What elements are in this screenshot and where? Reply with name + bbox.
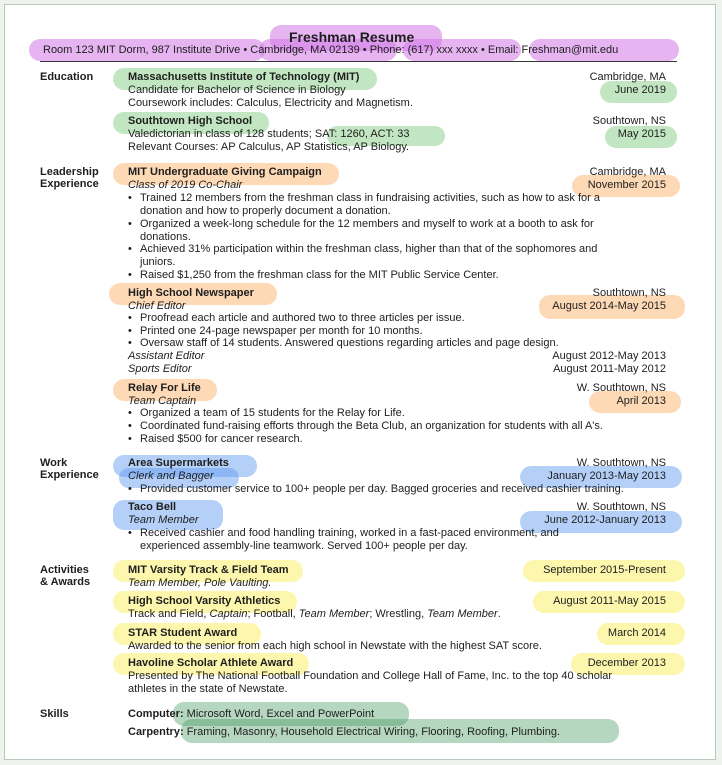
giving-bullet-cont: donations. <box>140 231 191 243</box>
relay-bullet-marker: • <box>128 433 132 445</box>
contact-phone: Phone: (617) xxx xxxx <box>369 44 478 56</box>
giving-bullet-marker: • <box>128 269 132 281</box>
star-name: STAR Student Award <box>128 627 238 639</box>
hs-location: Southtown, NS <box>592 115 666 127</box>
education-heading: Education <box>40 71 94 83</box>
contact-address: Room 123 MIT Dorm, 987 Institute Drive <box>43 44 241 56</box>
contact-separator: • <box>480 44 485 56</box>
mit-name: Massachusetts Institute of Technology (MIT) <box>128 71 360 83</box>
tacobell-bullet-marker: • <box>128 527 132 539</box>
track-name: MIT Varsity Track & Field Team <box>128 564 289 576</box>
hs-date: May 2015 <box>617 128 666 140</box>
giving-bullet-marker: • <box>128 218 132 230</box>
giving-location: Cambridge, MA <box>589 166 666 178</box>
athletics-date: August 2011-May 2015 <box>553 595 666 607</box>
mit-degree: Candidate for Bachelor of Science in Biology <box>128 84 346 96</box>
header-divider <box>40 61 677 62</box>
athletics-detail: Track and Field, Captain; Football, Team Member; Wrestling, Team Member. <box>128 608 501 620</box>
contact-separator: • <box>243 44 248 56</box>
hs-name: Southtown High School <box>128 115 253 127</box>
skills-computer-value: Microsoft Word, Excel and PowerPoint <box>186 708 375 720</box>
hs-valedictorian: Valedictorian in class of 128 students; SAT: 1260, ACT: 33 <box>128 128 410 140</box>
supermarkets-name: Area Supermarkets <box>128 457 229 469</box>
tacobell-role: Team Member <box>128 514 199 526</box>
newspaper-name: High School Newspaper <box>128 287 254 299</box>
relay-role: Team Captain <box>128 395 197 407</box>
star-date: March 2014 <box>607 627 666 639</box>
giving-name: MIT Undergraduate Giving Campaign <box>128 166 322 178</box>
havoline-date: December 2013 <box>587 657 666 669</box>
skills-carpentry-label: Carpentry: <box>128 726 184 738</box>
supermarkets-location: W. Southtown, NS <box>576 457 666 469</box>
supermarkets-bullet: Provided customer service to 100+ people per day. Bagged groceries and received cashier training. <box>140 483 624 495</box>
newspaper-bullet: Proofread each article and authored two to three articles per issue. <box>140 312 465 324</box>
newspaper-date: August 2014-May 2015 <box>552 300 666 312</box>
skills-carpentry-value: Framing, Masonry, Household Electrical Wiring, Flooring, Roofing, Plumbing. <box>186 726 561 738</box>
resume-page <box>4 4 716 760</box>
newspaper-date-sports: August 2011-May 2012 <box>553 363 666 375</box>
contact-city: Cambridge, MA 02139 <box>250 44 360 56</box>
star-detail: Awarded to the senior from each high school in Newstate with the highest SAT score. <box>128 640 542 652</box>
athletics-name: High School Varsity Athletics <box>128 595 281 607</box>
tacobell-date: June 2012-January 2013 <box>544 514 666 526</box>
skills-computer <box>128 708 374 720</box>
supermarkets-date: January 2013-May 2013 <box>547 470 666 482</box>
contact-separator: • <box>362 44 367 56</box>
work-heading: Work Experience <box>40 457 99 481</box>
giving-role: Class of 2019 Co-Chair <box>128 179 243 191</box>
supermarkets-role: Clerk and Bagger <box>128 470 214 482</box>
tacobell-location: W. Southtown, NS <box>576 501 666 513</box>
newspaper-bullet: Printed one 24-page newspaper per month for 10 months. <box>140 325 423 337</box>
hs-courses: Relevant Courses: AP Calculus, AP Statistics, AP Biology. <box>128 141 410 153</box>
giving-bullet: Organized a week-long schedule for the 12 members and myself to work at a booth to ask for <box>140 218 594 230</box>
giving-bullet: Achieved 31% participation within the freshman class, higher than that of the sophomores and <box>140 243 598 255</box>
newspaper-bullet: Oversaw staff of 14 students. Answered questions regarding articles and page design. <box>140 337 559 349</box>
track-detail: Team Member, Pole Vaulting. <box>128 577 272 589</box>
havoline-name: Havoline Scholar Athlete Award <box>128 657 294 669</box>
activities-heading: Activities & Awards <box>40 564 91 588</box>
resume-title: Freshman Resume <box>289 29 415 45</box>
mit-location: Cambridge, MA <box>589 71 666 83</box>
relay-name: Relay For Life <box>128 382 201 394</box>
newspaper-role: Chief Editor <box>128 300 186 312</box>
newspaper-bullet-marker: • <box>128 312 132 324</box>
havoline-detail: Presented by The National Football Foundation and College Hall of Fame, Inc. to the top 40 scholar <box>128 670 613 682</box>
newspaper-role-assistant: Assistant Editor <box>128 350 205 362</box>
giving-date: November 2015 <box>587 179 666 191</box>
tacobell-bullet: Received cashier and food handling training, worked in a fast-paced environment, and <box>140 527 559 539</box>
leadership-heading: Leadership Experience <box>40 166 99 190</box>
skills-computer-label: Computer: <box>128 708 184 720</box>
giving-bullet-cont: juniors. <box>140 256 176 268</box>
newspaper-bullet-marker: • <box>128 325 132 337</box>
relay-bullet-marker: • <box>128 420 132 432</box>
skills-heading: Skills <box>40 708 69 720</box>
relay-bullet: Raised $500 for cancer research. <box>140 433 303 445</box>
mit-date: June 2019 <box>614 84 666 96</box>
relay-bullet: Coordinated fund-raising efforts through the Beta Club, an organization for students with all A's. <box>140 420 603 432</box>
contact-email: Email: Freshman@mit.edu <box>487 44 619 56</box>
newspaper-date-assistant: August 2012-May 2013 <box>552 350 666 362</box>
skills-carpentry <box>128 726 560 738</box>
giving-bullet-marker: • <box>128 192 132 204</box>
contact-line <box>43 44 618 56</box>
tacobell-name: Taco Bell <box>128 501 177 513</box>
relay-date: April 2013 <box>616 395 666 407</box>
giving-bullet: Raised $1,250 from the freshman class for the MIT Public Service Center. <box>140 269 499 281</box>
newspaper-location: Southtown, NS <box>592 287 666 299</box>
giving-bullet-cont: donation and how to properly document a donation. <box>140 205 391 217</box>
relay-location: W. Southtown, NS <box>576 382 666 394</box>
giving-bullet: Trained 12 members from the freshman class in fundraising activities, such as how to ask for a <box>140 192 600 204</box>
relay-bullet: Organized a team of 15 students for the Relay for Life. <box>140 407 405 419</box>
newspaper-role-sports: Sports Editor <box>128 363 192 375</box>
supermarkets-bullet-marker: • <box>128 483 132 495</box>
relay-bullet-marker: • <box>128 407 132 419</box>
giving-bullet-marker: • <box>128 243 132 255</box>
track-date: September 2015-Present <box>543 564 666 576</box>
tacobell-bullet-cont: experienced assembly-line teamwork. Served 100+ people per day. <box>140 540 468 552</box>
newspaper-bullet-marker: • <box>128 337 132 349</box>
havoline-detail-cont: athletes in the state of Newstate. <box>128 683 288 695</box>
mit-coursework: Coursework includes: Calculus, Electricity and Magnetism. <box>128 97 413 109</box>
